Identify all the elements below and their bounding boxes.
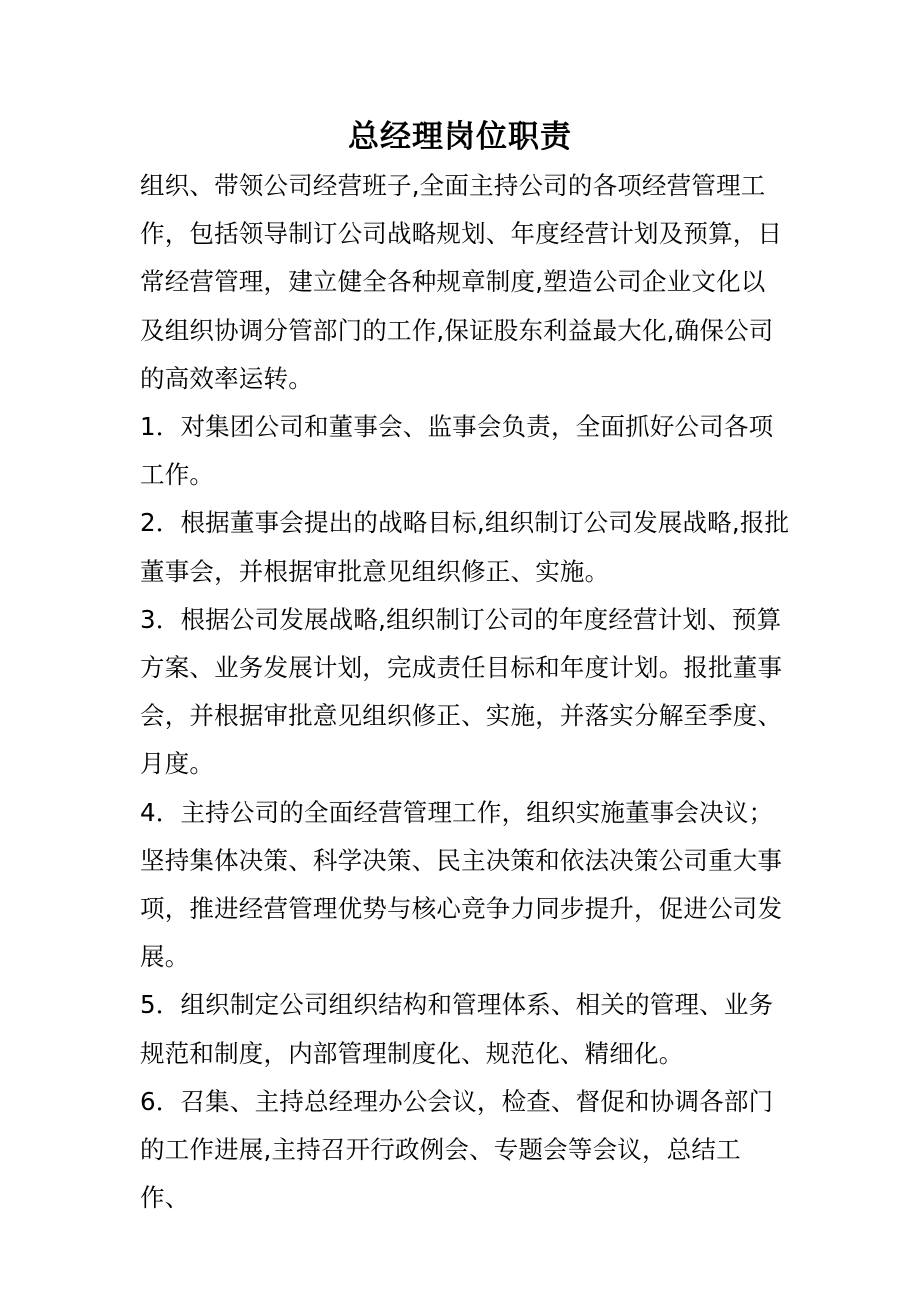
duty-item-4: 4．主持公司的全面经营管理工作，组织实施董事会决议；坚持集体决策、科学决策、民主决策和依法决策公司重大事项，推进经营管理优势与核心竞争力同步提升，促进公司发展。 xyxy=(140,797,783,972)
duty-item-5: 5．组织制定公司组织结构和管理体系、相关的管理、业务规范和制度，内部管理制度化、规范化、精细化。 xyxy=(140,990,774,1068)
duty-item-1: 1．对集团公司和董事会、监事会负责，全面抓好公司各项工作。 xyxy=(140,412,774,490)
duty-item-6: 6．召集、主持总经理办公会议，检查、督促和协调各部门的工作进展,主持召开行政例会、专题会等会议，总结工作、 xyxy=(140,1086,774,1213)
duty-item-2: 2．根据董事会提出的战略目标,组织制订公司发展战略,报批董事会，并根据审批意见组织修正、实施。 xyxy=(140,508,790,586)
document-title: 总经理岗位职责 xyxy=(348,119,572,155)
document-body xyxy=(140,162,790,1222)
intro-paragraph: 组织、带领公司经营班子,全面主持公司的各项经营管理工作，包括领导制订公司战略规划、年度经营计划及预算，日常经营管理，建立健全各种规章制度,塑造公司企业文化以及组织协调分管部门的工作,保证股东利益最大化,确保公司的高效率运转。 xyxy=(140,171,783,393)
duty-item-3: 3．根据公司发展战略,组织制订公司的年度经营计划、预算方案、业务发展计划，完成责任目标和年度计划。报批董事会，并根据审批意见组织修正、实施，并落实分解至季度、月度。 xyxy=(140,604,783,779)
